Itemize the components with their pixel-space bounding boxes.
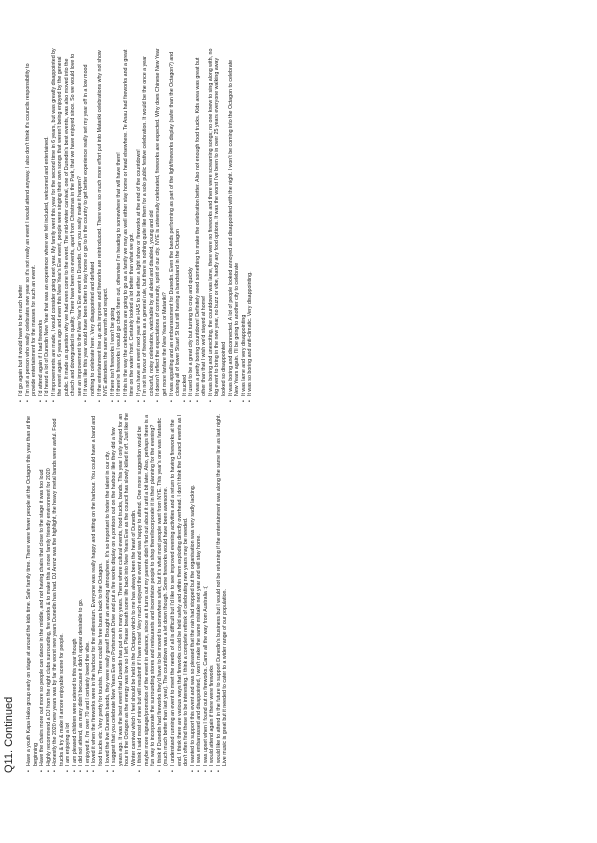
comment-item: • If it was like this year would have been better to stay home or go to in the country to get better experience really set my year off in a low mood nothing to celebrate here. Very disappointed and deflated (83, 48, 96, 396)
comment-item: • If you have an event next year the HAS to be either a light show or fireworks at the end of the countdown! (136, 48, 143, 396)
comment-item: • If improvements are made, I would consider going next year. My family went this year for the second time in 6 years, but was greatly disappointed by the event again. 6 years ago and even this New Year's Eve event, people were singing their own songs that weren't being enjoyed by the general public. It made us question why we had even come to the event. The mid-winter carnival, one of Dunedin's best events, was also moved into the church and downgraded in quality. There have been no events, apart from Christmas in the Park, that we have enjoyed since. So we would love to see an improvement to the New Year's Eve event in Dunedin. Can you really make it happen? (51, 48, 84, 396)
comment-item: • I think if Dunedin had fireworks they'd have to be moved to somewhere safer, but it's what most people want from NYE. This year's one was fantastic (much much better than last year). The countdown was a let down though. Some fireworks would have been awesome. (157, 413, 170, 766)
comment-item: • I'm not in favour of fireworks as a general rule, but there is nothing quite like them for a solo public festive celebration. It would be the once a year colourful, noisy celebration, watchable by all abled and disabled, young and old (142, 48, 155, 396)
comment-item: • It was a pretty boring countdown! Definitely need something to make the celebration better. Also not enough food trucks. Kids area was great but other than that I wish we'd stayed at home! (195, 48, 208, 396)
comment-item: • It was lame and very disappointing (241, 48, 248, 396)
comment-item: • If there're fireworks I would go check them out, otherwise I'm heading to somewhere that will have them! (116, 48, 123, 396)
comment-item: • Honestly the 2020 new years was by far the worst new years Dunedin has had. DJ Arenz was the highlight, the heavy metal bands were awful. Food trucks & try & make it amore enjoyable scene for people. (52, 413, 65, 766)
comment-item: • I'd heard a lot of Dunedin New Year that was an experience where we felt included, welcomed and entertained. (44, 48, 51, 396)
comment-item: • I suggest that you celebrate New Years Eve on Portsmouth Drive and put a fire works display on a pontoon out on the harbour like they did a few years ago. It was the best event that Dunedin has put on in many years. There where cultural events, food trucks, bands. This year I only stayed for an hour in the Octagon as the energy was low so I left. Please breath some life back into New Years Eve as the council has slowly killed it off. Just like the Winter carnival which I feel should be held in the Octagon which to me has always been the heart of Dunedin. (111, 413, 137, 766)
comment-item: • Have the chairs more out more so people can dance in the middle, and not having chairs that close to the stage it was too loud (39, 413, 46, 766)
comment-item: • It sucked (182, 48, 189, 396)
comment-item: • Have a youth Kapa Haka group early on stage at around the kids time. Safe family time. There were fewer people at the Octagon this year than at the beginning (26, 413, 39, 766)
comment-item: • I loved it when the fireworks were in the harbour for the millennium. Everyone was really happy and sitting on the harbour. You could have a band and food trucks etc. Very pretty for tourists. There could be free buses back to the Octagon. (91, 413, 104, 766)
comment-item: • I am enjoying a lot (65, 413, 72, 766)
comment-item: • I was upset when I found out no fireworks. Came all the way from Australia :( (203, 413, 210, 766)
comment-item: • I was embarrassed and disappointed, I won't make the same mistake next year and will stay home. (196, 413, 203, 766)
comment-item: • I'm not a person who really celebrates new year so it's not really an event I would attend anyway. I also don't think it's councils responsibility to provide entertainment for the masses for such an event. (25, 48, 38, 396)
comment-list-right (18, 48, 254, 403)
comment-item: • It was so boring and anti-climatic. Very disappointing. (247, 48, 254, 396)
comment-item: • I did not attend, as many didn't because it didn't appear desirable to go. (78, 413, 85, 766)
comment-item: • I would attend again if there were fireworks (209, 413, 216, 766)
right-column (0, 48, 597, 403)
comment-item: • I'd go again but it would have to be much better (18, 48, 25, 396)
comment-item: • I enjoyed it. I'm over 70 and I certainly loved the vibe. (85, 413, 92, 766)
comment-item: • It used to be a great city but turning to crap and quickly (188, 48, 195, 396)
comment-item: • If the entertainment line up acts improve and fireworks are reintroduced. There was so much more effort put into Matariki celebrations why not show NYE attendees the same warmth and respect. (97, 48, 110, 396)
comment-item: • I think I said most of mine but will resubmit if I have more! Very much enjoyed the event and was happy to attend. One more suggestion would be maybe more signage/promotion of the event in advance, since as it turns out my parents didn't find out about it until a bit later. Also, perhaps there is a fun way to incorporate the surrounding stores and restaurants and incentivize people to shop there/incorporate it in their planning for the evening? (137, 413, 157, 766)
comment-item: • I loved the live Dunedin bands, they were really great!! Brought an amazing atmosphere. It's so important to foster the talent in our city. (105, 413, 112, 766)
comment-item: • It doesn't reflect the expectations of community, spirit of our city. NYE is universally celebrated, fireworks are expected. Why does Chinese New Year get more fanfare the New Years or Matariki? (155, 48, 168, 396)
comment-item: • I am pleased children were catered to this year though (72, 413, 79, 766)
section-title: Q11. Continued (3, 696, 15, 773)
left-column (0, 413, 597, 773)
comment-item: • If this is the way the celebrations are going to go as a family we may as well either stay home or head elsewhere. Te Anau had fireworks and a great time on the water front. Certainly looked a lot better than what we got. (123, 48, 136, 396)
comment-list-left (26, 413, 229, 773)
comment-item: • If there isn't fireworks I won't be going (110, 48, 117, 396)
comment-item: • It was boring and disconnected. A lot of people looked annoyed and disappointed with the night. I won't be coming into the Octagon to celebrate New Years again. I'll be going to another city to celebrate (228, 48, 241, 396)
comment-item: • I'd attend again if I had fireworks (38, 48, 45, 396)
comment-item: • I wanted to support this event and was so pleased that the rain had stopped but the organisation was very sadly lacking. (190, 413, 197, 766)
comment-item: • Highly recommend a DJ from the night clubs surrounding, fire works & to make this a more family friendly environment for 2020 (46, 413, 53, 766)
comment-item: • I understand running an event to meet the needs of all is difficult but I'd like to see improved evening activities and a return to having fireworks at the end. I think there are various ways that fireworks could be held safely and within them exploding directly overhead. I don't think the Council events as I don't often find these to be interesting. I think a complete rethink of celebrating new years may be needed. (170, 413, 190, 766)
comment-item: • It was appalling and an embarrassment for Dunedin. Even the bands performing as part of the light/fireworks display (safer than the Octagon?) and closing all of lower Stuart St but still having a bandstand in the Octagon (169, 48, 182, 396)
comment-item: • It was boring and unexciting, the countdown was lame, there were no fireworks and there were screaming songs; no one knew to sing along with, no big event to bring in the new year, no buzz or vibe, hardly any food options. It was the worst I've been to in over 25 years everyone walking away looked so disappointed (208, 48, 228, 396)
comment-item: • I would like to attend in the future to support Dunedin's business but I would not be returning if the entertainment was along the same line as last night. Live music is great but it needed to cater to a wider range of our population. (216, 413, 229, 766)
